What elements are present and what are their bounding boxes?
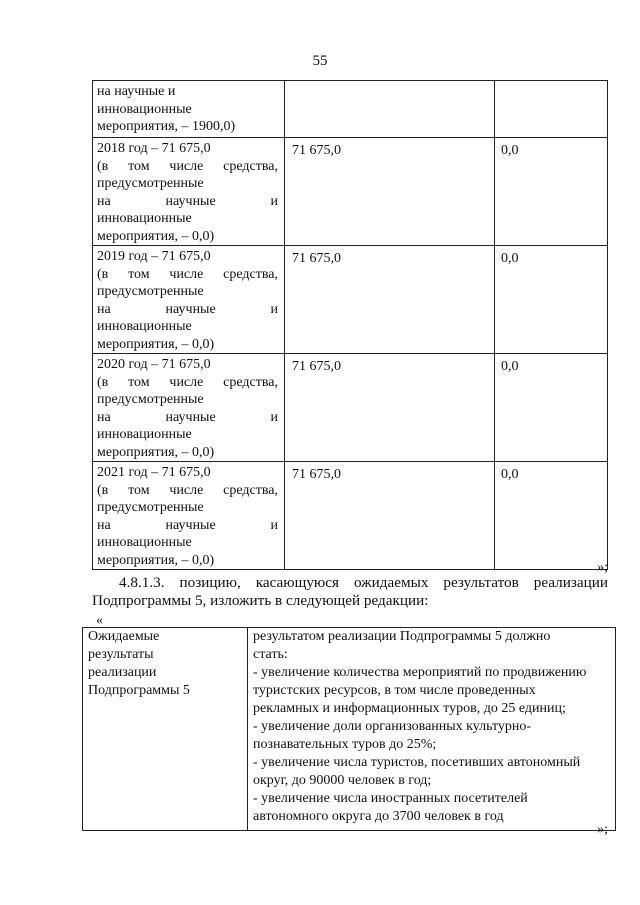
amount-cell: 71 675,0 — [285, 354, 495, 462]
table-row — [93, 81, 608, 138]
text-line: мероприятия, – 0,0) — [97, 444, 215, 460]
results-label-cell — [83, 628, 248, 831]
amount-cell: 71 675,0 — [285, 138, 495, 246]
content-line: - увеличение доли организованных культурно- — [253, 719, 532, 734]
text-line: предусмотренные — [97, 176, 204, 191]
text-line: (в том числе средства, — [97, 374, 278, 390]
text-line: 2020 год – 71 675,0 — [97, 357, 211, 372]
funding-description-cell — [93, 354, 285, 462]
content-line: - увеличение количества мероприятий по продвижению — [253, 665, 587, 680]
content-line: стать: — [253, 647, 288, 662]
text-line: предусмотренные — [97, 500, 204, 515]
other-cell: 0,0 — [495, 462, 608, 570]
label-line: результаты — [88, 647, 154, 662]
text-line: 2019 год – 71 675,0 — [97, 249, 211, 264]
table-row — [93, 246, 608, 354]
text-line: предусмотренные — [97, 284, 204, 299]
content-line: рекламных и информационных туров, до 25 единиц; — [253, 701, 566, 716]
paragraph-line: 4.8.1.3. позицию, касающуюся ожидаемых результатов реализации — [119, 574, 608, 591]
other-cell: 0,0 — [495, 138, 608, 246]
table-row — [93, 462, 608, 570]
text-line: на научные и — [97, 409, 278, 425]
text-line: на научные и — [97, 301, 278, 317]
text-line: (в том числе средства, — [97, 482, 278, 498]
other-cell — [495, 81, 608, 138]
table-row — [93, 138, 608, 246]
text-line: 2021 год – 71 675,0 — [97, 465, 211, 480]
content-line: - увеличение числа туристов, посетивших автономный — [253, 755, 581, 770]
amount-cell: 71 675,0 — [285, 246, 495, 354]
text-line: мероприятия, – 1900,0) — [97, 119, 236, 134]
text-line: инновационные — [97, 101, 192, 117]
results-content-cell — [248, 628, 616, 831]
content-line: - увеличение числа иностранных посетителей — [253, 791, 528, 806]
text-line: мероприятия, – 0,0) — [97, 552, 215, 568]
text-line: (в том числе средства, — [97, 158, 278, 174]
other-cell: 0,0 — [495, 246, 608, 354]
funding-table — [92, 80, 608, 570]
label-line: Ожидаемые — [88, 629, 160, 644]
text-line: на научные и — [97, 193, 278, 209]
amount-cell — [285, 81, 495, 138]
funding-description-cell — [93, 246, 285, 354]
content-line: туристских ресурсов, в том числе проведенных — [253, 683, 536, 698]
text-line: предусмотренные — [97, 392, 204, 407]
text-line: инновационные — [97, 427, 192, 442]
text-line-content: на научные и — [97, 84, 176, 99]
amendment-paragraph — [92, 574, 608, 610]
amount-cell: 71 675,0 — [285, 462, 495, 570]
label-line: реализации — [88, 665, 157, 680]
text-line — [97, 83, 278, 101]
content-line: округ, до 90000 человек в год; — [253, 773, 432, 788]
table-row — [83, 628, 616, 831]
closing-quote-mark: »; — [597, 822, 608, 837]
text-line: инновационные — [97, 535, 192, 550]
content-line: познавательных туров до 25%; — [253, 737, 437, 752]
funding-description-cell — [93, 81, 285, 138]
funding-description-cell — [93, 462, 285, 570]
content-line: результатом реализации Подпрограммы 5 должно — [253, 629, 551, 644]
text-line: мероприятия, – 0,0) — [97, 228, 215, 244]
label-line: Подпрограммы 5 — [88, 683, 190, 698]
table-row — [93, 354, 608, 462]
paragraph-line: Подпрограммы 5, изложить в следующей редакции: — [92, 592, 429, 609]
other-cell: 0,0 — [495, 354, 608, 462]
funding-description-cell — [93, 138, 285, 246]
text-line: на научные и — [97, 517, 278, 533]
text-line: (в том числе средства, — [97, 266, 278, 282]
closing-quote-mark: »; — [597, 560, 608, 575]
content-line: автономного округа до 3700 человек в год — [253, 809, 504, 824]
text-line: мероприятия, – 0,0) — [97, 336, 215, 352]
page-number: 55 — [312, 53, 328, 69]
text-line: инновационные — [97, 211, 192, 226]
results-table — [82, 627, 616, 831]
text-line: 2018 год – 71 675,0 — [97, 141, 211, 156]
opening-quote-mark: « — [96, 613, 103, 628]
text-line: инновационные — [97, 319, 192, 334]
